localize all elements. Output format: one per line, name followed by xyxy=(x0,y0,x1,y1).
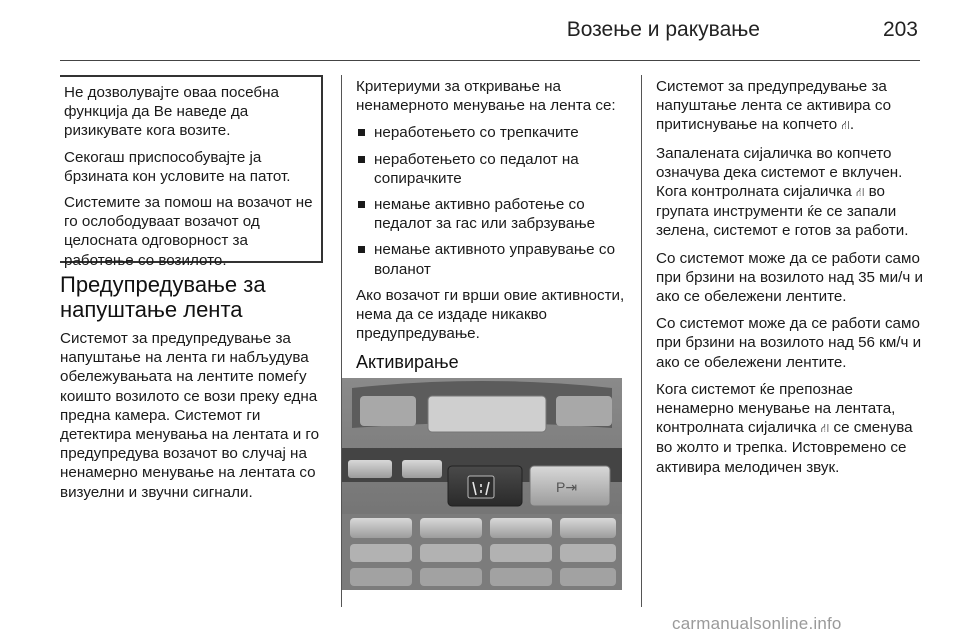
page-number: 203 xyxy=(882,18,918,41)
lane-departure-icon: ⛙ xyxy=(841,118,850,133)
activation-text: во групата инструменти ќе се запали зелена, системот е готов за работи. xyxy=(656,183,909,240)
activation-text: Запалената сијаличка во копчето означува дека системот е вклучен. Кога контролната сијаличка xyxy=(656,144,903,201)
activation-paragraph: Со системот може да се работи само при брзини на возилото над 35 ми/ч и ако се обележени лентите. xyxy=(656,249,923,306)
middle-column xyxy=(356,77,628,387)
bullet-icon xyxy=(358,129,365,136)
activation-paragraph: Со системот може да се работи само при брзини на возилото над 56 км/ч и ако се обележени лентите. xyxy=(656,315,922,371)
list-item xyxy=(356,195,628,233)
activation-text: се сменува во жолто и трепка. Истовремено се активира мелодичен звук. xyxy=(656,419,913,476)
activation-text: Кога системот ќе препознае ненамерно менување на лентата, контролната сијаличка xyxy=(656,380,896,437)
list-item xyxy=(356,240,628,278)
section-heading: Предупредување за напуштање лента xyxy=(60,272,266,322)
criteria-list xyxy=(356,123,628,278)
lane-departure-icon: ⛙ xyxy=(855,185,865,200)
list-item-text: неработењето со педалот на сопирачките xyxy=(374,150,579,187)
button-panel-photo xyxy=(342,378,622,590)
lane-departure-icon: ⛙ xyxy=(820,421,830,436)
warning-paragraph: Не дозволувајте оваа посебна функција да Ве наведе да ризикувате кога возите. xyxy=(64,84,279,140)
bullet-icon xyxy=(358,201,365,208)
running-header-title: Возење и ракување xyxy=(566,18,760,41)
list-item xyxy=(356,150,628,188)
activation-text: Системот за предупредување за напуштање лента се активира со притиснување на копчето xyxy=(656,78,892,134)
left-column-body xyxy=(60,329,328,510)
warning-paragraph: Системите за помош на возачот не го ослободуваат возачот од целосната одговорност за работење со возилото. xyxy=(64,194,313,269)
bullet-icon xyxy=(358,156,365,163)
watermark: carmanualsonline.info xyxy=(672,614,842,633)
column-divider-2 xyxy=(641,75,642,607)
right-column xyxy=(656,77,928,485)
header-rule xyxy=(60,60,920,61)
activation-paragraph xyxy=(656,380,928,477)
activation-text: . xyxy=(849,116,855,134)
list-item-text: немање активното управување со воланот xyxy=(374,241,616,278)
criteria-lead: Критериуми за откривање на ненамерното менување на лента се: xyxy=(356,78,616,115)
list-item-text: неработењето со трепкачите xyxy=(374,124,579,142)
bullet-icon xyxy=(358,246,365,253)
intro-paragraph: Системот за предупредување за напуштање на лента ги набљудува обележувањата на лентите помеѓу коишто возилото се вози преку една предна камера. Системот ги детектира менувања на лентата и го предупредува возачот во случај на ненамерно менување на лентата со визуелни и звучни сигнали. xyxy=(60,330,320,501)
button-panel-illustration xyxy=(342,378,622,590)
activation-paragraph xyxy=(656,77,928,136)
parking-button-label: P⇥ xyxy=(556,479,578,495)
list-item-text: немање активно работење со педалот за гас или забрзување xyxy=(374,196,596,233)
activation-heading: Активирање xyxy=(356,352,459,373)
criteria-after: Ако возачот ги врши овие активности, нема да се издаде никакво предупредување. xyxy=(356,286,625,343)
warning-paragraph: Секогаш приспособувајте ја брзината кон условите на патот. xyxy=(64,148,291,185)
warning-box xyxy=(60,75,323,269)
list-item xyxy=(356,123,628,142)
activation-paragraph xyxy=(656,144,928,241)
